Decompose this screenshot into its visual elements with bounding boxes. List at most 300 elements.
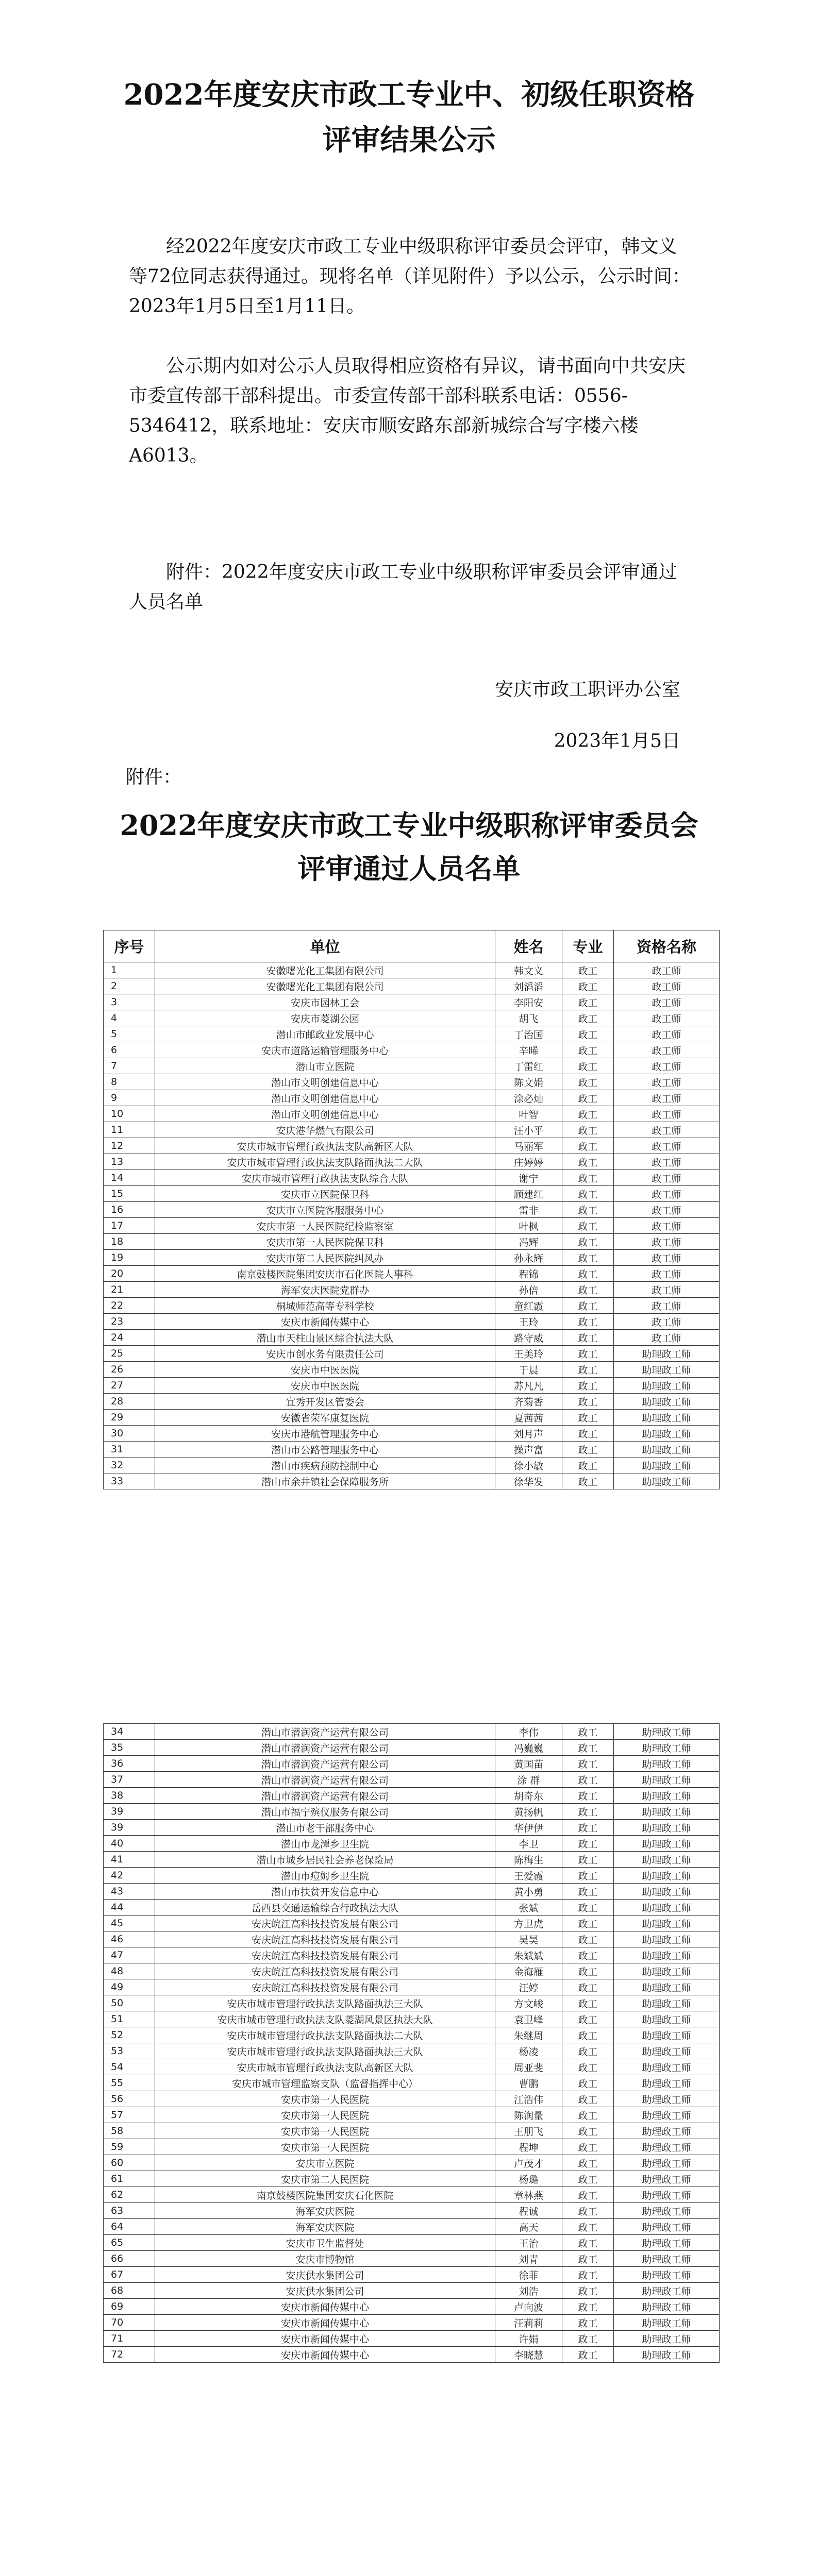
cell-major: 政工 — [562, 2331, 614, 2347]
cell-qualification: 政工师 — [614, 1010, 720, 1026]
cell-qualification: 政工师 — [614, 978, 720, 994]
cell-name: 王朋飞 — [495, 2123, 562, 2139]
cell-index: 2 — [104, 978, 155, 994]
cell-unit: 潜山市邮政业发展中心 — [155, 1026, 495, 1042]
cell-unit: 安徽曙光化工集团有限公司 — [155, 962, 495, 978]
cell-name: 汪小平 — [495, 1122, 562, 1138]
cell-index: 31 — [104, 1442, 155, 1458]
cell-qualification: 助理政工师 — [614, 2075, 720, 2091]
cell-qualification: 助理政工师 — [614, 2299, 720, 2315]
cell-unit: 安庆市第一人民医院 — [155, 2139, 495, 2155]
cell-major: 政工 — [562, 2027, 614, 2043]
table-row — [104, 2059, 720, 2075]
cell-unit: 潜山市福宁殡仪服务有限公司 — [155, 1804, 495, 1820]
cell-major: 政工 — [562, 2043, 614, 2059]
table-row — [104, 2267, 720, 2283]
table-row — [104, 962, 720, 978]
cell-qualification: 助理政工师 — [614, 2059, 720, 2075]
cell-index: 12 — [104, 1138, 155, 1154]
cell-name: 吴昊 — [495, 1931, 562, 1947]
cell-qualification: 助理政工师 — [614, 1916, 720, 1931]
cell-name: 陈润量 — [495, 2107, 562, 2123]
cell-index: 40 — [104, 1836, 155, 1852]
cell-unit: 岳西县交通运输综合行政执法大队 — [155, 1900, 495, 1916]
cell-unit: 安庆市卫生监督处 — [155, 2235, 495, 2251]
cell-name: 孙倍 — [495, 1282, 562, 1298]
table-row — [104, 2155, 720, 2171]
cell-unit: 桐城师范高等专科学校 — [155, 1298, 495, 1314]
cell-qualification: 助理政工师 — [614, 2107, 720, 2123]
cell-index: 54 — [104, 2059, 155, 2075]
cell-major: 政工 — [562, 1772, 614, 1788]
cell-qualification: 助理政工师 — [614, 2171, 720, 2187]
cell-unit: 安庆市园林工会 — [155, 994, 495, 1010]
cell-unit: 安庆市城市管理行政执法支队路面执法三大队 — [155, 2043, 495, 2059]
cell-unit: 安庆市立医院 — [155, 2155, 495, 2171]
cell-major: 政工 — [562, 1473, 614, 1489]
attachment-note-text: 附件：2022年度安庆市政工专业中级职称评审委员会评审通过人员名单 — [129, 562, 677, 613]
cell-name: 李卫 — [495, 1836, 562, 1852]
cell-unit: 潜山市文明创建信息中心 — [155, 1090, 495, 1106]
cell-name: 李晓慧 — [495, 2347, 562, 2363]
cell-unit: 潜山市潜润资产运营有限公司 — [155, 1756, 495, 1772]
header-unit: 单位 — [155, 930, 495, 962]
table-row — [104, 2331, 720, 2347]
cell-major: 政工 — [562, 1074, 614, 1090]
cell-qualification: 政工师 — [614, 1298, 720, 1314]
cell-index: 37 — [104, 1772, 155, 1788]
cell-name: 胡奇东 — [495, 1788, 562, 1804]
cell-unit: 潜山市潜润资产运营有限公司 — [155, 1724, 495, 1740]
cell-index: 28 — [104, 1394, 155, 1410]
table-row — [104, 1963, 720, 1979]
cell-index: 36 — [104, 1756, 155, 1772]
cell-name: 王治 — [495, 2235, 562, 2251]
cell-qualification: 政工师 — [614, 1330, 720, 1346]
cell-name: 杨凌 — [495, 2043, 562, 2059]
header-major: 专业 — [562, 930, 614, 962]
cell-name: 涂 群 — [495, 1772, 562, 1788]
cell-qualification: 助理政工师 — [614, 1378, 720, 1394]
cell-unit: 安庆市城市管理行政执法支队菱湖风景区执法大队 — [155, 2011, 495, 2027]
cell-name: 胡飞 — [495, 1010, 562, 1026]
table-row — [104, 1724, 720, 1740]
cell-major: 政工 — [562, 1458, 614, 1473]
cell-unit: 潜山市文明创建信息中心 — [155, 1106, 495, 1122]
cell-unit: 安庆市博物馆 — [155, 2251, 495, 2267]
cell-unit: 安庆市中医医院 — [155, 1362, 495, 1378]
cell-index: 51 — [104, 2011, 155, 2027]
cell-qualification: 政工师 — [614, 1170, 720, 1186]
cell-index: 18 — [104, 1234, 155, 1250]
cell-unit: 安庆市第一人民医院 — [155, 2123, 495, 2139]
table-row — [104, 978, 720, 994]
cell-qualification: 助理政工师 — [614, 2139, 720, 2155]
table-row — [104, 1378, 720, 1394]
cell-name: 刘浩 — [495, 2283, 562, 2299]
cell-qualification: 助理政工师 — [614, 2235, 720, 2251]
cell-index: 63 — [104, 2203, 155, 2219]
cell-qualification: 政工师 — [614, 1314, 720, 1330]
cell-unit: 安庆市创水务有限责任公司 — [155, 1346, 495, 1362]
cell-name: 程坤 — [495, 2139, 562, 2155]
cell-major: 政工 — [562, 1947, 614, 1963]
cell-index: 27 — [104, 1378, 155, 1394]
cell-major: 政工 — [562, 1314, 614, 1330]
cell-index: 42 — [104, 1868, 155, 1884]
cell-qualification: 助理政工师 — [614, 1979, 720, 1995]
table-row — [104, 2315, 720, 2331]
cell-index: 48 — [104, 1963, 155, 1979]
cell-index: 50 — [104, 1995, 155, 2011]
cell-major: 政工 — [562, 1154, 614, 1170]
table-row — [104, 1298, 720, 1314]
cell-major: 政工 — [562, 1282, 614, 1298]
cell-major: 政工 — [562, 2235, 614, 2251]
table-row — [104, 1995, 720, 2011]
cell-major: 政工 — [562, 2203, 614, 2219]
table-row — [104, 1362, 720, 1378]
cell-name: 辛晞 — [495, 1042, 562, 1058]
cell-name: 华伊伊 — [495, 1820, 562, 1836]
cell-qualification: 助理政工师 — [614, 2043, 720, 2059]
cell-qualification: 助理政工师 — [614, 1426, 720, 1442]
cell-unit: 安庆市城市管理行政执法支队路面执法二大队 — [155, 1154, 495, 1170]
cell-major: 政工 — [562, 1346, 614, 1362]
cell-name: 黄国苗 — [495, 1756, 562, 1772]
cell-unit: 潜山市城乡居民社会养老保险局 — [155, 1852, 495, 1868]
cell-qualification: 助理政工师 — [614, 1900, 720, 1916]
cell-major: 政工 — [562, 2107, 614, 2123]
cell-index: 32 — [104, 1458, 155, 1473]
table-row — [104, 1931, 720, 1947]
cell-index: 62 — [104, 2187, 155, 2203]
cell-name: 刘青 — [495, 2251, 562, 2267]
table-row — [104, 1090, 720, 1106]
cell-major: 政工 — [562, 1931, 614, 1947]
cell-major: 政工 — [562, 1106, 614, 1122]
cell-major: 政工 — [562, 1788, 614, 1804]
cell-index: 66 — [104, 2251, 155, 2267]
cell-major: 政工 — [562, 2187, 614, 2203]
cell-name: 王爱霞 — [495, 1868, 562, 1884]
cell-index: 39 — [104, 1804, 155, 1820]
cell-unit: 安庆皖江高科技投资发展有限公司 — [155, 1947, 495, 1963]
cell-qualification: 助理政工师 — [614, 1995, 720, 2011]
table-row — [104, 2251, 720, 2267]
cell-unit: 安庆市立医院客服服务中心 — [155, 1202, 495, 1218]
cell-index: 19 — [104, 1250, 155, 1266]
cell-qualification: 助理政工师 — [614, 1394, 720, 1410]
cell-name: 徐小敏 — [495, 1458, 562, 1473]
cell-major: 政工 — [562, 2123, 614, 2139]
cell-major: 政工 — [562, 1995, 614, 2011]
cell-qualification: 助理政工师 — [614, 1947, 720, 1963]
table-row — [104, 1026, 720, 1042]
cell-qualification: 政工师 — [614, 1202, 720, 1218]
table-row — [104, 1202, 720, 1218]
cell-name: 马丽军 — [495, 1138, 562, 1154]
cell-unit: 宜秀开发区管委会 — [155, 1394, 495, 1410]
table-row — [104, 1218, 720, 1234]
cell-name: 叶智 — [495, 1106, 562, 1122]
table-row — [104, 2075, 720, 2091]
cell-qualification: 政工师 — [614, 1154, 720, 1170]
cell-name: 陈文娟 — [495, 1074, 562, 1090]
cell-index: 39 — [104, 1820, 155, 1836]
table-row — [104, 2299, 720, 2315]
cell-major: 政工 — [562, 994, 614, 1010]
table-row — [104, 1916, 720, 1931]
attachment-note — [129, 557, 691, 617]
cell-qualification: 助理政工师 — [614, 2251, 720, 2267]
cell-qualification: 助理政工师 — [614, 2267, 720, 2283]
cell-name: 操声富 — [495, 1442, 562, 1458]
cell-major: 政工 — [562, 1410, 614, 1426]
table-row — [104, 2187, 720, 2203]
table-row — [104, 1314, 720, 1330]
cell-index: 61 — [104, 2171, 155, 2187]
cell-unit: 安庆市中医医院 — [155, 1378, 495, 1394]
cell-unit: 安庆市道路运输管理服务中心 — [155, 1042, 495, 1058]
cell-unit: 安庆市新闻传媒中心 — [155, 1314, 495, 1330]
cell-major: 政工 — [562, 1378, 614, 1394]
cell-index: 10 — [104, 1106, 155, 1122]
cell-name: 涂必灿 — [495, 1090, 562, 1106]
table-row — [104, 1788, 720, 1804]
cell-index: 70 — [104, 2315, 155, 2331]
cell-major: 政工 — [562, 1740, 614, 1756]
cell-major: 政工 — [562, 1979, 614, 1995]
cell-major: 政工 — [562, 1122, 614, 1138]
cell-major: 政工 — [562, 1218, 614, 1234]
cell-major: 政工 — [562, 1170, 614, 1186]
notice-title-line-2: 评审结果公示 — [322, 123, 496, 157]
cell-index: 30 — [104, 1426, 155, 1442]
cell-name: 路守威 — [495, 1330, 562, 1346]
cell-qualification: 助理政工师 — [614, 2091, 720, 2107]
cell-major: 政工 — [562, 1042, 614, 1058]
cell-major: 政工 — [562, 1852, 614, 1868]
cell-name: 李伟 — [495, 1724, 562, 1740]
cell-index: 6 — [104, 1042, 155, 1058]
list-title-line-1: 2022年度安庆市政工专业中级职称评审委员会 — [120, 809, 698, 842]
cell-major: 政工 — [562, 2059, 614, 2075]
table-row — [104, 1394, 720, 1410]
cell-name: 徐菲 — [495, 2267, 562, 2283]
table-row — [104, 1740, 720, 1756]
cell-index: 20 — [104, 1266, 155, 1282]
cell-unit: 安庆市城市管理行政执法支队高新区大队 — [155, 2059, 495, 2075]
cell-unit: 安徽曙光化工集团有限公司 — [155, 978, 495, 994]
cell-major: 政工 — [562, 1916, 614, 1931]
cell-unit: 潜山市龙潭乡卫生院 — [155, 1836, 495, 1852]
cell-unit: 安庆供水集团公司 — [155, 2267, 495, 2283]
table-row — [104, 1836, 720, 1852]
cell-major: 政工 — [562, 2299, 614, 2315]
table-row — [104, 2347, 720, 2363]
table-row — [104, 1154, 720, 1170]
results-table-page-2 — [103, 1723, 720, 2363]
cell-name: 周亚斐 — [495, 2059, 562, 2075]
table-row — [104, 2107, 720, 2123]
table-row — [104, 1458, 720, 1473]
cell-index: 44 — [104, 1900, 155, 1916]
table-row — [104, 1186, 720, 1202]
cell-index: 53 — [104, 2043, 155, 2059]
cell-major: 政工 — [562, 1058, 614, 1074]
cell-qualification: 政工师 — [614, 962, 720, 978]
cell-major: 政工 — [562, 1090, 614, 1106]
cell-qualification: 政工师 — [614, 1218, 720, 1234]
cell-name: 袁卫峰 — [495, 2011, 562, 2027]
table-row — [104, 1884, 720, 1900]
table-row — [104, 1947, 720, 1963]
cell-name: 曹鹏 — [495, 2075, 562, 2091]
cell-name: 陈梅生 — [495, 1852, 562, 1868]
cell-name: 高天 — [495, 2219, 562, 2235]
cell-index: 4 — [104, 1010, 155, 1026]
cell-name: 谢宁 — [495, 1170, 562, 1186]
table-row — [104, 2027, 720, 2043]
cell-name: 黄小勇 — [495, 1884, 562, 1900]
cell-index: 67 — [104, 2267, 155, 2283]
cell-unit: 潜山市潜润资产运营有限公司 — [155, 1740, 495, 1756]
cell-major: 政工 — [562, 2091, 614, 2107]
cell-qualification: 助理政工师 — [614, 2155, 720, 2171]
cell-name: 朱斌斌 — [495, 1947, 562, 1963]
cell-major: 政工 — [562, 978, 614, 994]
cell-qualification: 助理政工师 — [614, 1473, 720, 1489]
table-row — [104, 1756, 720, 1772]
table-row — [104, 1820, 720, 1836]
notice-title-line-1: 2022年度安庆市政工专业中、初级任职资格 — [123, 78, 695, 112]
cell-unit: 安庆皖江高科技投资发展有限公司 — [155, 1931, 495, 1947]
header-index: 序号 — [104, 930, 155, 962]
cell-major: 政工 — [562, 2219, 614, 2235]
cell-unit: 安庆皖江高科技投资发展有限公司 — [155, 1963, 495, 1979]
cell-qualification: 政工师 — [614, 1074, 720, 1090]
cell-qualification: 助理政工师 — [614, 2315, 720, 2331]
cell-name: 叶枫 — [495, 1218, 562, 1234]
cell-index: 26 — [104, 1362, 155, 1378]
cell-index: 23 — [104, 1314, 155, 1330]
cell-index: 38 — [104, 1788, 155, 1804]
header-name: 姓名 — [495, 930, 562, 962]
cell-major: 政工 — [562, 1202, 614, 1218]
cell-index: 49 — [104, 1979, 155, 1995]
issue-date: 2023年1月5日 — [554, 731, 680, 752]
cell-name: 卢茂才 — [495, 2155, 562, 2171]
cell-qualification: 助理政工师 — [614, 2203, 720, 2219]
cell-qualification: 助理政工师 — [614, 1836, 720, 1852]
cell-qualification: 助理政工师 — [614, 1410, 720, 1426]
issuer-name: 安庆市政工职评办公室 — [494, 679, 680, 700]
cell-major: 政工 — [562, 2075, 614, 2091]
cell-name: 徐华发 — [495, 1473, 562, 1489]
cell-unit: 安徽省荣军康复医院 — [155, 1410, 495, 1426]
cell-major: 政工 — [562, 1836, 614, 1852]
cell-qualification: 助理政工师 — [614, 2219, 720, 2235]
cell-name: 程锦 — [495, 1266, 562, 1282]
cell-unit: 海军安庆医院 — [155, 2203, 495, 2219]
cell-name: 冯辉 — [495, 1234, 562, 1250]
cell-major: 政工 — [562, 1884, 614, 1900]
cell-qualification: 政工师 — [614, 1266, 720, 1282]
cell-major: 政工 — [562, 1250, 614, 1266]
cell-qualification: 政工师 — [614, 1282, 720, 1298]
cell-index: 65 — [104, 2235, 155, 2251]
cell-name: 于晨 — [495, 1362, 562, 1378]
table-row — [104, 1410, 720, 1426]
cell-index: 15 — [104, 1186, 155, 1202]
cell-name: 方文峻 — [495, 1995, 562, 2011]
cell-major: 政工 — [562, 1804, 614, 1820]
notice-paragraph-2-text: 公示期内如对公示人员取得相应资格有异议，请书面向中共安庆市委宣传部干部科提出。市委宣传部干部科联系电话：0556-5346412，联系地址：安庆市顺安路东部新城综合写字楼六楼A6013。 — [129, 355, 686, 466]
header-qualification: 资格名称 — [614, 930, 720, 962]
cell-qualification: 助理政工师 — [614, 1346, 720, 1362]
cell-index: 9 — [104, 1090, 155, 1106]
table-row — [104, 2043, 720, 2059]
cell-index: 29 — [104, 1410, 155, 1426]
cell-major: 政工 — [562, 2283, 614, 2299]
cell-qualification: 政工师 — [614, 1122, 720, 1138]
cell-name: 丁治国 — [495, 1026, 562, 1042]
cell-qualification: 助理政工师 — [614, 1756, 720, 1772]
cell-major: 政工 — [562, 1426, 614, 1442]
cell-qualification: 助理政工师 — [614, 2011, 720, 2027]
cell-name: 童红霞 — [495, 1298, 562, 1314]
cell-major: 政工 — [562, 1234, 614, 1250]
cell-qualification: 助理政工师 — [614, 2123, 720, 2139]
cell-index: 69 — [104, 2299, 155, 2315]
cell-qualification: 助理政工师 — [614, 1788, 720, 1804]
table-row — [104, 1170, 720, 1186]
cell-major: 政工 — [562, 1868, 614, 1884]
cell-major: 政工 — [562, 1820, 614, 1836]
cell-major: 政工 — [562, 1724, 614, 1740]
cell-index: 5 — [104, 1026, 155, 1042]
cell-name: 夏茜茜 — [495, 1410, 562, 1426]
table-row — [104, 1868, 720, 1884]
cell-name: 庄婷婷 — [495, 1154, 562, 1170]
table-row — [104, 2011, 720, 2027]
cell-index: 16 — [104, 1202, 155, 1218]
cell-major: 政工 — [562, 1026, 614, 1042]
cell-name: 汪莉莉 — [495, 2315, 562, 2331]
table-row — [104, 2091, 720, 2107]
table-row — [104, 1772, 720, 1788]
cell-unit: 安庆港华燃气有限公司 — [155, 1122, 495, 1138]
table-row — [104, 1442, 720, 1458]
cell-major: 政工 — [562, 2011, 614, 2027]
table-row — [104, 1266, 720, 1282]
cell-major: 政工 — [562, 1394, 614, 1410]
cell-name: 程诚 — [495, 2203, 562, 2219]
cell-name: 孙永辉 — [495, 1250, 562, 1266]
cell-index: 57 — [104, 2107, 155, 2123]
cell-name: 许娟 — [495, 2331, 562, 2347]
cell-name: 方卫虎 — [495, 1916, 562, 1931]
cell-major: 政工 — [562, 2251, 614, 2267]
cell-index: 68 — [104, 2283, 155, 2299]
notice-paragraph-1 — [129, 232, 691, 321]
cell-qualification: 助理政工师 — [614, 1931, 720, 1947]
cell-qualification: 助理政工师 — [614, 1442, 720, 1458]
cell-major: 政工 — [562, 1900, 614, 1916]
cell-unit: 安庆皖江高科技投资发展有限公司 — [155, 1979, 495, 1995]
table-row — [104, 1473, 720, 1489]
